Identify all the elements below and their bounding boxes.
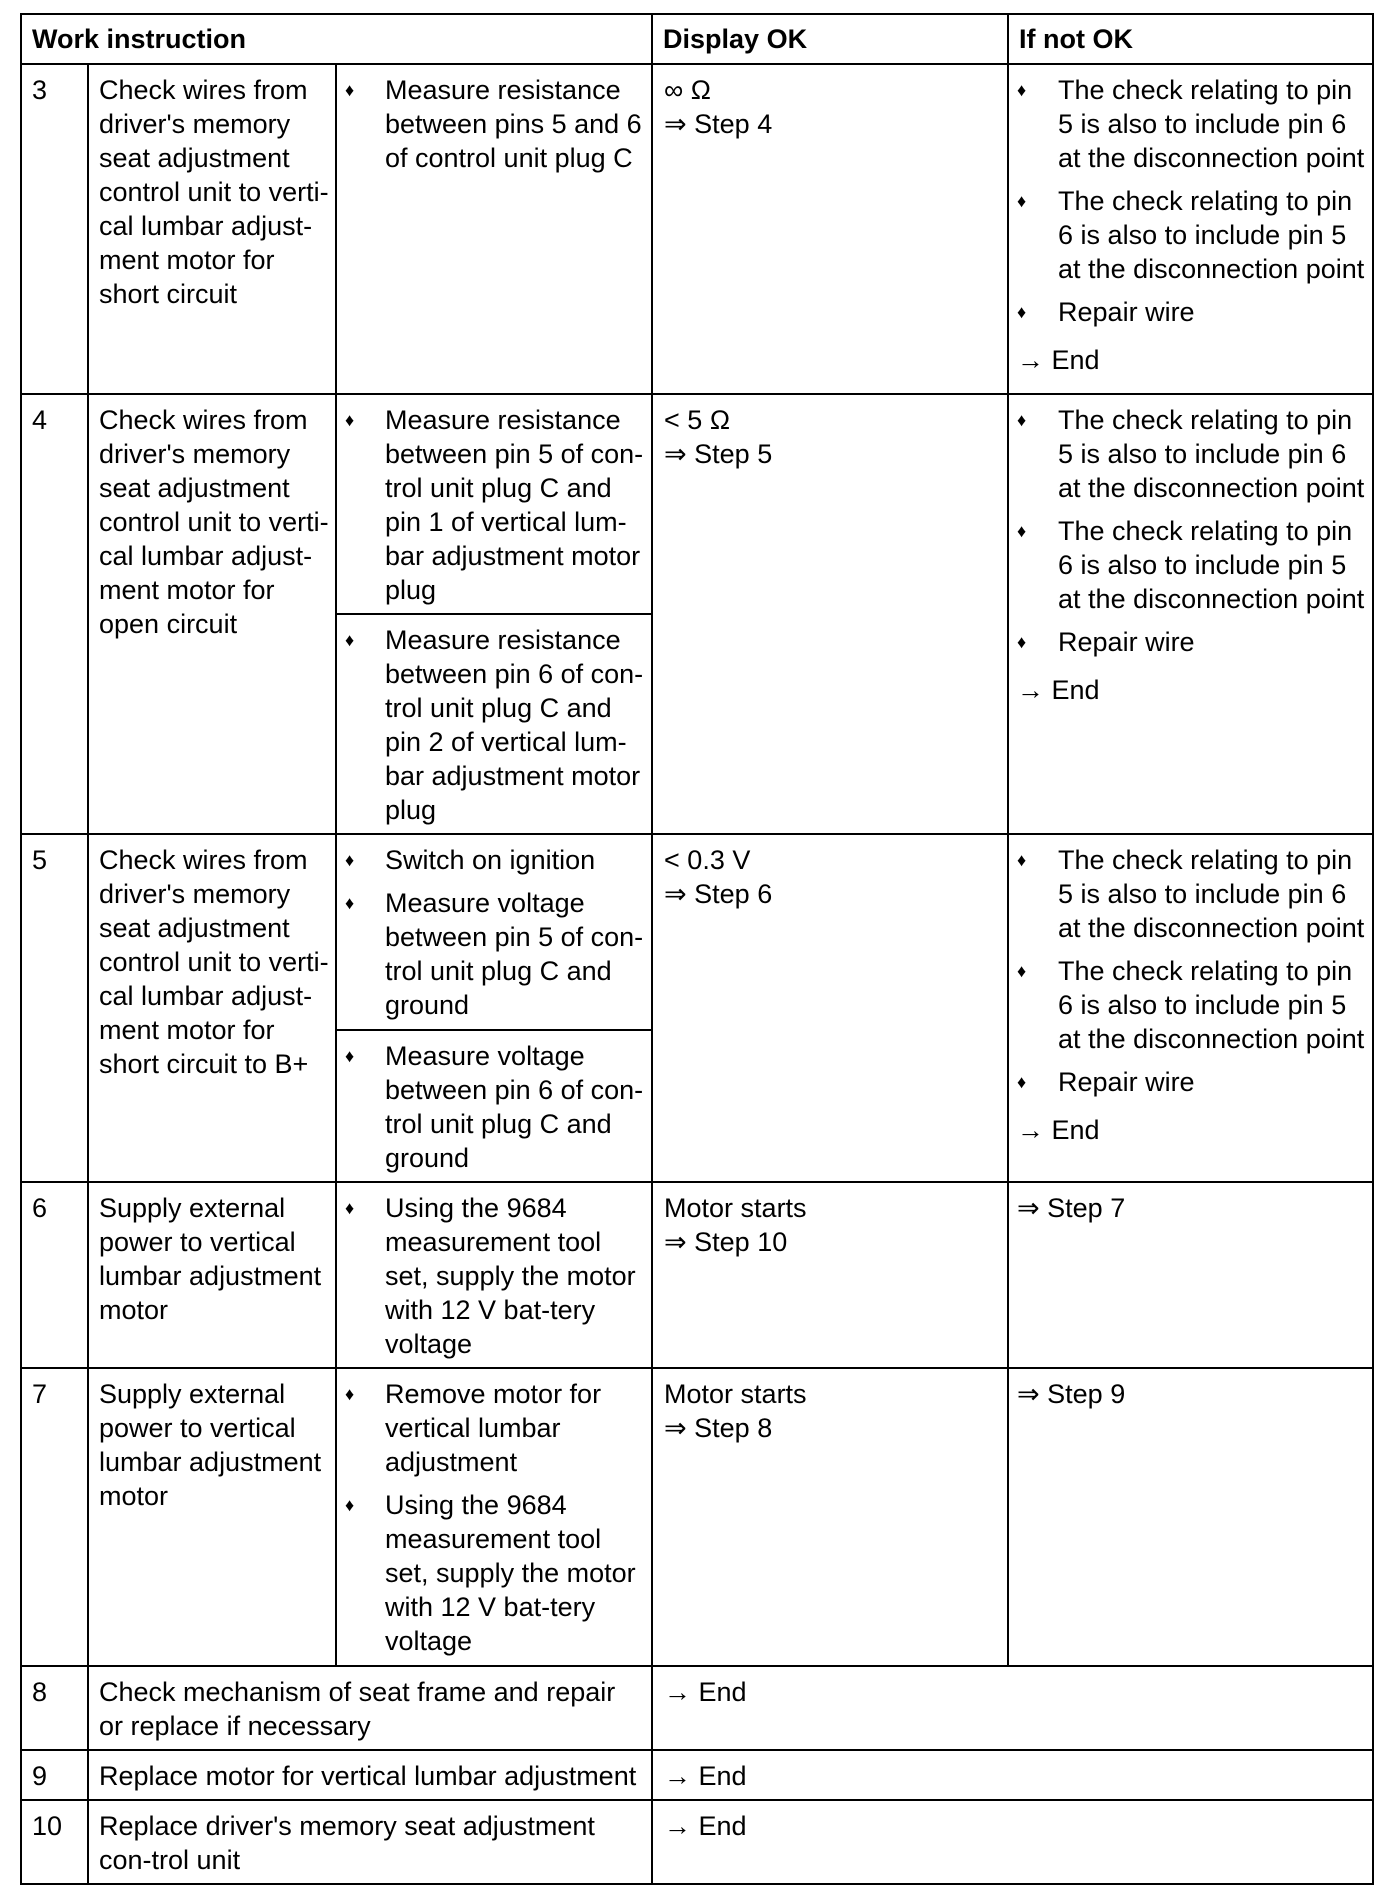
step-description: Supply external power to vertical lumbar adjustment motor xyxy=(88,1368,336,1666)
remedy-item: The check relating to pin 6 is also to include pin 5 at the disconnection point xyxy=(1058,956,1365,1054)
display-ok-cell xyxy=(652,1368,1008,1666)
step-actions xyxy=(336,834,652,1030)
diamond-bullet-icon: ♦ xyxy=(1017,521,1027,541)
action-item: Measure resistance between pin 5 of con-trol unit plug C and pin 1 of vertical lum-bar adjustment motor plug xyxy=(385,405,644,605)
action-item: Using the 9684 measurement tool set, supply the motor with 12 V bat-tery voltage xyxy=(385,1193,636,1359)
end-marker: → End xyxy=(1017,1115,1100,1145)
header-work-instruction: Work instruction xyxy=(21,14,652,64)
step-number: 5 xyxy=(21,834,88,1182)
if-not-ok-cell xyxy=(1008,834,1373,1182)
expected-value: ∞ Ω xyxy=(664,75,711,105)
next-step: ⇒ Step 8 xyxy=(664,1413,773,1443)
remedy-item: The check relating to pin 6 is also to include pin 5 at the disconnection point xyxy=(1058,516,1365,614)
expected-value: < 5 Ω xyxy=(664,405,731,435)
diamond-bullet-icon: ♦ xyxy=(345,1198,355,1218)
step-description: Check mechanism of seat frame and repair or replace if necessary xyxy=(88,1666,652,1750)
next-step: ⇒ Step 4 xyxy=(664,109,773,139)
diamond-bullet-icon: ♦ xyxy=(1017,961,1027,981)
step-description: Replace motor for vertical lumbar adjustment xyxy=(88,1750,652,1800)
action-item: Measure resistance between pins 5 and 6 of control unit plug C xyxy=(385,75,642,173)
diamond-bullet-icon: ♦ xyxy=(1017,632,1027,652)
step-number: 10 xyxy=(21,1800,88,1884)
diamond-bullet-icon: ♦ xyxy=(345,1495,355,1515)
expected-value: Motor starts xyxy=(664,1379,807,1409)
action-item: Switch on ignition xyxy=(385,845,596,875)
diamond-bullet-icon: ♦ xyxy=(345,410,355,430)
table-row xyxy=(21,1368,1373,1666)
display-ok-cell xyxy=(652,1182,1008,1368)
remedy-item: The check relating to pin 5 is also to include pin 6 at the disconnection point xyxy=(1058,75,1365,173)
result-cell: → End xyxy=(652,1800,1373,1884)
diamond-bullet-icon: ♦ xyxy=(345,893,355,913)
next-step: ⇒ Step 5 xyxy=(664,439,773,469)
diamond-bullet-icon: ♦ xyxy=(345,80,355,100)
step-actions xyxy=(336,614,652,834)
remedy-item: Repair wire xyxy=(1058,297,1195,327)
action-item: Measure resistance between pin 6 of con-trol unit plug C and pin 2 of vertical lum-bar adjustment motor plug xyxy=(385,625,644,825)
step-number: 9 xyxy=(21,1750,88,1800)
next-step: ⇒ Step 10 xyxy=(664,1227,788,1257)
diamond-bullet-icon: ♦ xyxy=(345,850,355,870)
end-marker: → End xyxy=(1017,675,1100,705)
table-row xyxy=(21,394,1373,614)
table-row xyxy=(21,1750,1373,1800)
step-number: 4 xyxy=(21,394,88,834)
step-number: 6 xyxy=(21,1182,88,1368)
diamond-bullet-icon: ♦ xyxy=(345,1384,355,1404)
next-step: ⇒ Step 6 xyxy=(664,879,773,909)
table-row xyxy=(21,64,1373,394)
step-actions xyxy=(336,1030,652,1182)
diamond-bullet-icon: ♦ xyxy=(345,630,355,650)
remedy-item: Repair wire xyxy=(1058,1067,1195,1097)
display-ok-cell xyxy=(652,834,1008,1182)
diamond-bullet-icon: ♦ xyxy=(345,1046,355,1066)
step-description: Check wires from driver's memory seat adjustment control unit to verti-cal lumbar adjust-ment motor for open circuit xyxy=(88,394,336,834)
header-if-not-ok: If not OK xyxy=(1008,14,1373,64)
step-actions xyxy=(336,394,652,614)
remedy-item: Repair wire xyxy=(1058,627,1195,657)
if-not-ok-cell xyxy=(1008,64,1373,394)
result-cell: → End xyxy=(652,1750,1373,1800)
table-row xyxy=(21,1666,1373,1750)
action-item: Using the 9684 measurement tool set, supply the motor with 12 V bat-tery voltage xyxy=(385,1490,636,1656)
step-actions xyxy=(336,1368,652,1666)
action-item: Remove motor for vertical lumbar adjustment xyxy=(385,1379,602,1477)
action-item: Measure voltage between pin 6 of con-trol unit plug C and ground xyxy=(385,1041,644,1173)
document-page xyxy=(20,13,1374,1885)
diamond-bullet-icon: ♦ xyxy=(1017,410,1027,430)
header-display-ok: Display OK xyxy=(652,14,1008,64)
step-description: Check wires from driver's memory seat adjustment control unit to verti-cal lumbar adjust-ment motor for short circuit xyxy=(88,64,336,394)
remedy-item: The check relating to pin 5 is also to include pin 6 at the disconnection point xyxy=(1058,405,1365,503)
step-description: Replace driver's memory seat adjustment con-trol unit xyxy=(88,1800,652,1884)
remedy-item: The check relating to pin 5 is also to include pin 6 at the disconnection point xyxy=(1058,845,1365,943)
table-row xyxy=(21,1800,1373,1884)
end-marker: → End xyxy=(1017,345,1100,375)
work-instruction-table xyxy=(20,13,1374,1885)
step-number: 3 xyxy=(21,64,88,394)
display-ok-cell xyxy=(652,64,1008,394)
diamond-bullet-icon: ♦ xyxy=(1017,191,1027,211)
table-row xyxy=(21,1182,1373,1368)
table-row xyxy=(21,834,1373,1030)
step-actions xyxy=(336,1182,652,1368)
result-cell: → End xyxy=(652,1666,1373,1750)
if-not-ok-cell xyxy=(1008,394,1373,834)
display-ok-cell xyxy=(652,394,1008,834)
step-number: 8 xyxy=(21,1666,88,1750)
expected-value: Motor starts xyxy=(664,1193,807,1223)
diamond-bullet-icon: ♦ xyxy=(1017,80,1027,100)
diamond-bullet-icon: ♦ xyxy=(1017,302,1027,322)
step-description: Check wires from driver's memory seat adjustment control unit to verti-cal lumbar adjust-ment motor for short circuit to B+ xyxy=(88,834,336,1182)
remedy-item: The check relating to pin 6 is also to include pin 5 at the disconnection point xyxy=(1058,186,1365,284)
step-description: Supply external power to vertical lumbar adjustment motor xyxy=(88,1182,336,1368)
diamond-bullet-icon: ♦ xyxy=(1017,1072,1027,1092)
step-actions xyxy=(336,64,652,394)
if-not-ok-cell: ⇒ Step 7 xyxy=(1008,1182,1373,1368)
diamond-bullet-icon: ♦ xyxy=(1017,850,1027,870)
if-not-ok-cell: ⇒ Step 9 xyxy=(1008,1368,1373,1666)
header-row xyxy=(21,14,1373,64)
step-number: 7 xyxy=(21,1368,88,1666)
action-item: Measure voltage between pin 5 of con-trol unit plug C and ground xyxy=(385,888,644,1020)
expected-value: < 0.3 V xyxy=(664,845,751,875)
